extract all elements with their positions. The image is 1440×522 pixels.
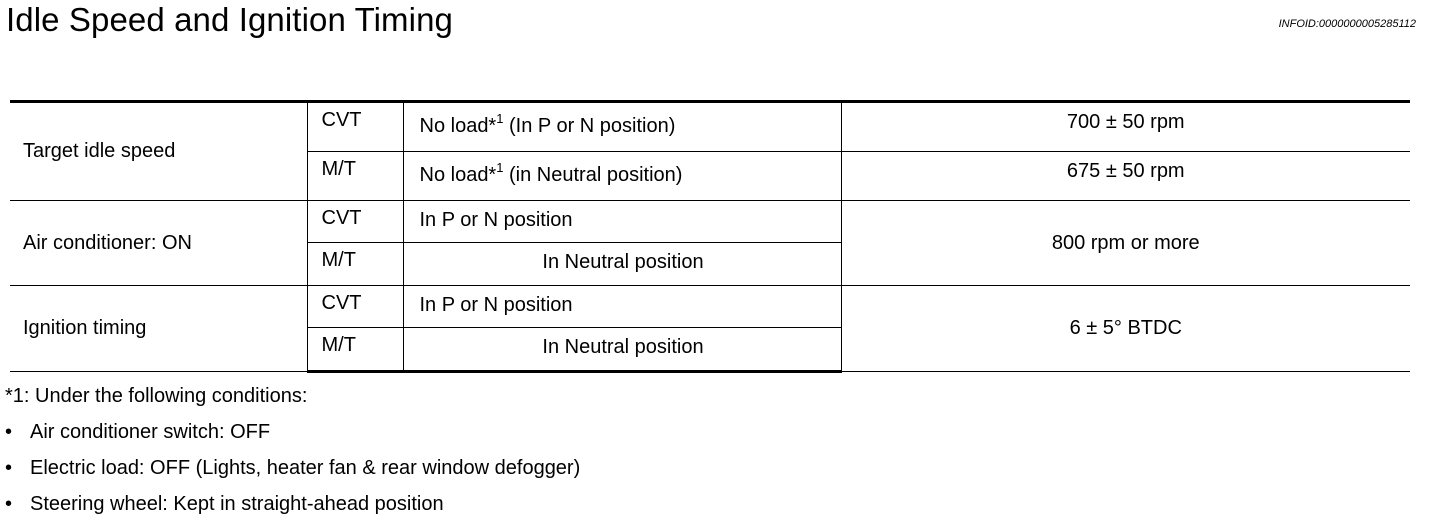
condition-cell: In P or N position	[403, 286, 841, 328]
condition-text: (In P or N position)	[503, 115, 676, 137]
page-title: Idle Speed and Ignition Timing	[6, 1, 453, 38]
spec-table	[10, 100, 1410, 373]
table-row	[10, 102, 1410, 152]
footnote-heading: *1: Under the following conditions:	[5, 385, 308, 407]
condition-text: No load*	[419, 164, 497, 186]
condition-cell: In Neutral position	[403, 243, 841, 286]
transmission-cell: CVT	[307, 102, 403, 152]
footnote-ref: 1	[496, 160, 504, 175]
condition-text: (in Neutral position)	[503, 164, 683, 186]
transmission-cell: M/T	[307, 328, 403, 372]
footnote-ref: 1	[496, 111, 504, 126]
item-cell: Ignition timing	[10, 286, 307, 372]
bullet-icon: •	[5, 493, 13, 515]
list-item	[5, 450, 580, 486]
condition-cell: In P or N position	[403, 201, 841, 243]
item-cell: Target idle speed	[10, 102, 307, 201]
transmission-cell: CVT	[307, 286, 403, 328]
value-cell: 700 ± 50 rpm	[841, 102, 1410, 152]
condition-cell	[403, 152, 841, 201]
transmission-cell: CVT	[307, 201, 403, 243]
condition-cell	[403, 102, 841, 152]
list-item-text: Electric load: OFF (Lights, heater fan & rear window defogger)	[30, 457, 581, 479]
value-cell: 6 ± 5° BTDC	[841, 286, 1410, 372]
condition-cell: In Neutral position	[403, 328, 841, 372]
table-row	[10, 201, 1410, 243]
list-item-text: Air conditioner switch: OFF	[30, 421, 271, 443]
value-cell: 800 rpm or more	[841, 201, 1410, 286]
transmission-cell: M/T	[307, 152, 403, 201]
value-cell: 675 ± 50 rpm	[841, 152, 1410, 201]
transmission-cell: M/T	[307, 243, 403, 286]
list-item	[5, 486, 580, 522]
bullet-icon: •	[5, 457, 13, 479]
footnote	[5, 378, 580, 522]
info-id: INFOID:0000000005285112	[1278, 18, 1416, 30]
list-item	[5, 414, 580, 450]
list-item-text: Steering wheel: Kept in straight-ahead position	[30, 493, 444, 515]
condition-text: No load*	[419, 115, 497, 137]
item-cell: Air conditioner: ON	[10, 201, 307, 286]
bullet-icon: •	[5, 421, 13, 443]
table-row	[10, 286, 1410, 328]
